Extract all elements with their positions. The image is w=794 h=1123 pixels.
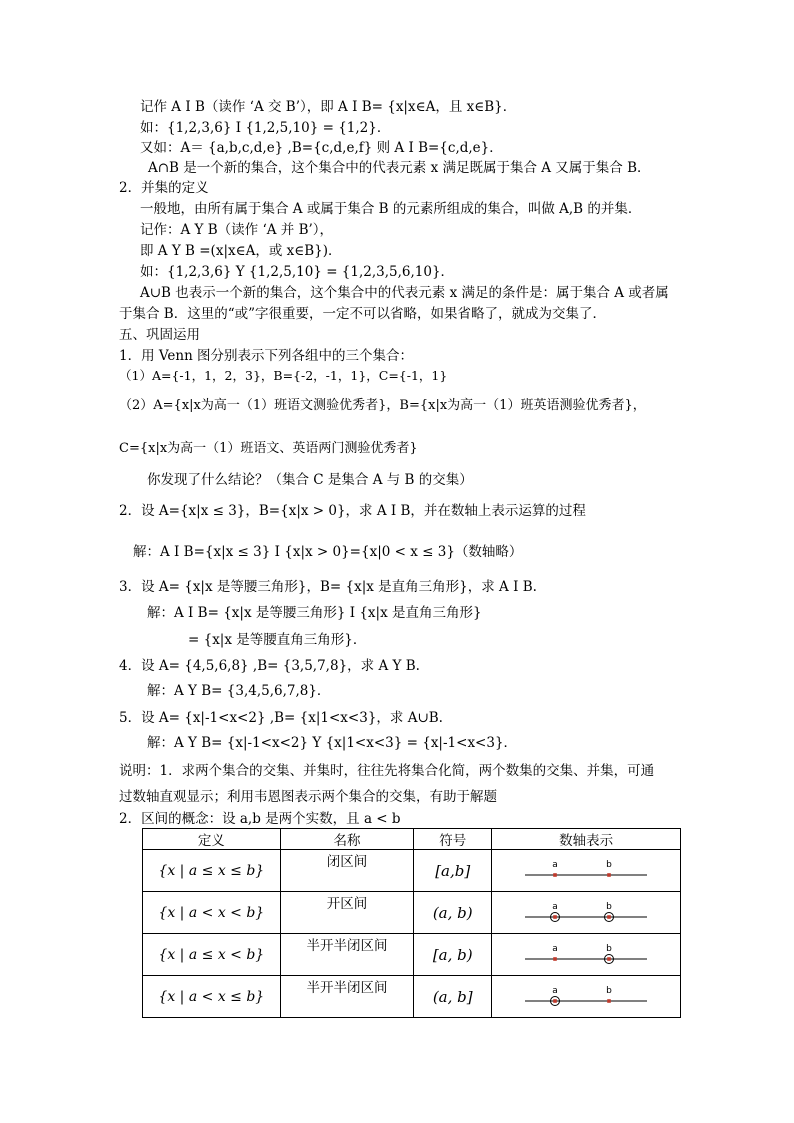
line-22: = {x|x 是等腰直角三角形}． (188, 632, 367, 648)
number-line-diagram (521, 982, 651, 1012)
line-29: 2．区间的概念：设 a,b 是两个实数，且 a < b (119, 811, 401, 827)
endpoint-a (553, 873, 557, 877)
table-row (143, 892, 681, 934)
interval-definition: {x | a < x ≤ b} (143, 976, 281, 1018)
endpoint-b (607, 915, 611, 919)
endpoint-label-a: a (552, 901, 558, 912)
interval-name: 半开半闭区间 (280, 976, 414, 1018)
endpoint-label-b: b (606, 859, 612, 870)
endpoint-b (607, 957, 611, 961)
endpoint-label-a: a (552, 859, 558, 870)
line-21: 解：A I B= {x|x 是等腰三角形} I {x|x 是直角三角形} (147, 605, 482, 621)
number-line-cell (492, 934, 681, 976)
line-28: 过数轴直观显示；利用韦恩图表示两个集合的交集，有助于解题 (119, 789, 497, 805)
line-12: 五、巩固运用 (119, 327, 200, 343)
endpoint-a (553, 999, 557, 1003)
line-25: 5．设 A= {x|-1<x<2} ,B= {x|1<x<3}，求 A∪B. (119, 710, 443, 726)
line-6: 一般地，由所有属于集合 A 或属于集合 B 的元素所组成的集合，叫做 A,B 的并集． (140, 201, 642, 217)
endpoint-b (607, 873, 611, 877)
line-20: 3．设 A= {x|x 是等腰三角形}，B= {x|x 是直角三角形}，求 A I B. (119, 579, 537, 595)
endpoint-label-a: a (552, 985, 558, 996)
line-18: 2．设 A={x|x ≤ 3}，B={x|x > 0}，求 A I B，并在数轴上表示运算的过程 (119, 503, 586, 519)
header-definition: 定义 (143, 829, 281, 850)
line-9: 如：{1,2,3,6} Y {1,2,5,10} = {1,2,3,5,6,10}． (140, 264, 455, 280)
number-line-diagram (521, 898, 651, 928)
line-27: 说明：1．求两个集合的交集、并集时，往往先将集合化简，两个数集的交集、并集，可通 (119, 763, 655, 779)
line-4: A∩B 是一个新的集合，这个集合中的代表元素 x 满足既属于集合 A 又属于集合 B． (148, 160, 651, 176)
table-row (143, 850, 681, 892)
line-17: 你发现了什么结论？（集合 C 是集合 A 与 B 的交集） (147, 472, 473, 488)
line-23: 4．设 A= {4,5,6,8} ,B= {3,5,7,8}，求 A Y B. (119, 658, 420, 674)
number-line-diagram (521, 856, 651, 886)
header-name: 名称 (280, 829, 414, 850)
line-8: 即 A Y B =(x|x∈A，或 x∈B})． (140, 243, 342, 259)
line-26: 解：A Y B= {x|-1<x<2} Y {x|1<x<3} = {x|-1<x<3}． (147, 735, 518, 751)
line-11: 于集合 B．这里的“或”字很重要，一定不可以省略，如果省略了，就成为交集了． (119, 306, 607, 322)
interval-definition: {x | a ≤ x < b} (143, 934, 281, 976)
interval-symbol: [a, b) (414, 934, 492, 976)
table-header-row (143, 829, 681, 850)
interval-symbol: (a, b] (414, 976, 492, 1018)
line-15: （2）A={x|x为高一（1）班语文测验优秀者}，B={x|x为高一（1）班英语测验优秀者}， (119, 398, 646, 413)
line-10: A∪B 也表示一个新的集合，这个集合中的代表元素 x 满足的条件是：属于集合 A 或者属 (140, 285, 669, 301)
number-line-cell (492, 892, 681, 934)
line-13: 1．用 Venn 图分别表示下列各组中的三个集合： (119, 348, 414, 364)
endpoint-label-b: b (606, 901, 612, 912)
line-16: C={x|x为高一（1）班语文、英语两门测验优秀者} (119, 441, 418, 456)
interval-name: 闭区间 (280, 850, 414, 892)
line-3: 又如：A＝ {a,b,c,d,e} ,B={c,d,e,f} 则 A I B={c,d,e}． (140, 140, 503, 156)
interval-symbol: [a,b] (414, 850, 492, 892)
endpoint-label-b: b (606, 943, 612, 954)
endpoint-label-a: a (552, 943, 558, 954)
number-line-diagram (521, 940, 651, 970)
endpoint-b (607, 999, 611, 1003)
header-symbol: 符号 (414, 829, 492, 850)
header-number-line: 数轴表示 (492, 829, 681, 850)
line-24: 解：A Y B= {3,4,5,6,7,8}． (147, 683, 331, 699)
line-19: 解：A I B={x|x ≤ 3} I {x|x > 0}={x|0 < x ≤ 3}（数轴略） (133, 544, 523, 560)
line-5: 2．并集的定义 (119, 180, 209, 196)
number-line-cell (492, 976, 681, 1018)
line-1: 记作 A I B（读作 ‘A 交 B’），即 A I B= {x|x∈A，且 x∈B}． (140, 99, 517, 115)
interval-definition: {x | a ≤ x ≤ b} (143, 850, 281, 892)
interval-definition: {x | a < x < b} (143, 892, 281, 934)
interval-name: 开区间 (280, 892, 414, 934)
table-row (143, 976, 681, 1018)
number-line-cell (492, 850, 681, 892)
endpoint-a (553, 957, 557, 961)
table-row (143, 934, 681, 976)
interval-symbol: (a, b) (414, 892, 492, 934)
endpoint-label-b: b (606, 985, 612, 996)
line-2: 如：{1,2,3,6} I {1,2,5,10} = {1,2}． (140, 120, 391, 136)
interval-name: 半开半闭区间 (280, 934, 414, 976)
interval-table (142, 828, 681, 1018)
line-14: （1）A={-1，1，2，3}，B={-2，-1，1}，C={-1，1} (119, 368, 448, 383)
line-7: 记作：A Y B（读作 ‘A 并 B’）， (140, 222, 334, 238)
endpoint-a (553, 915, 557, 919)
